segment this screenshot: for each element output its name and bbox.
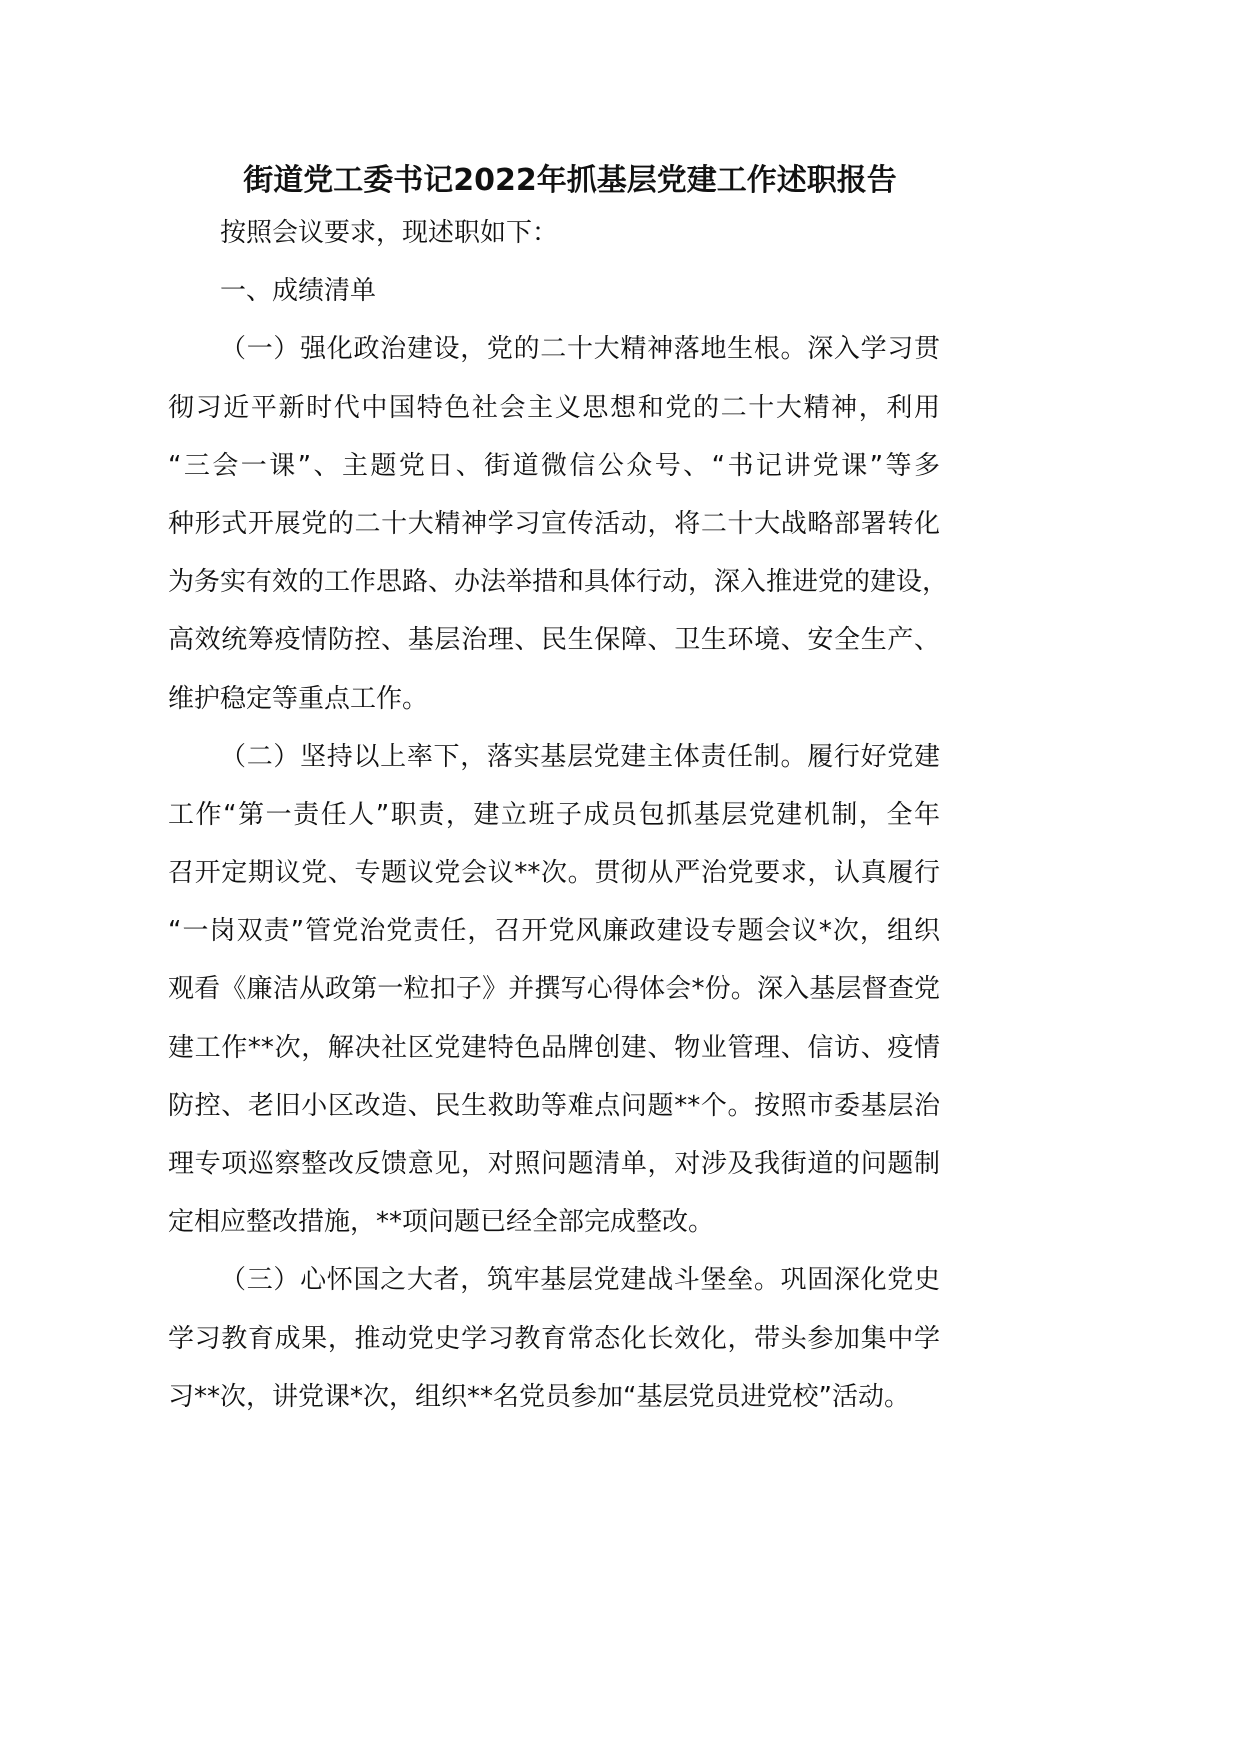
paragraph-line: 一、成绩清单 [220, 276, 377, 307]
paragraph [168, 330, 949, 737]
paragraph-line: 维护稳定等重点工作。 [168, 683, 429, 714]
document-title: 街道党工委书记2022年抓基层党建工作述职报告 [243, 163, 897, 198]
paragraph-line: “三会一课”、主题党日、街道微信公众号、“书记讲党课”等多 [168, 450, 940, 481]
paragraph-line: （三）心怀国之大者，筑牢基层党建战斗堡垒。巩固深化党史 [220, 1265, 940, 1296]
paragraph [168, 738, 940, 1262]
paragraph-line: 观看《廉洁从政第一粒扣子》并撰写心得体会*份。深入基层督查党 [168, 974, 940, 1005]
paragraph-line: 召开定期议党、专题议党会议**次。贯彻从严治党要求，认真履行 [168, 858, 940, 889]
paragraph [168, 1261, 940, 1436]
paragraph-line: 理专项巡察整改反馈意见，对照问题清单，对涉及我街道的问题制 [168, 1149, 940, 1179]
paragraph-line: （二）坚持以上率下，落实基层党建主体责任制。履行好党建 [220, 741, 940, 772]
paragraph-line: “一岗双责”管党治党责任，召开党风廉政建设专题会议*次，组织 [168, 916, 940, 947]
paragraph-line: 高效统筹疫情防控、基层治理、民生保障、卫生环境、安全生产、 [168, 625, 940, 656]
paragraph-line: 防控、老旧小区改造、民生救助等难点问题**个。按照市委基层治 [168, 1090, 940, 1121]
paragraph-line: 工作“第一责任人”职责，建立班子成员包抓基层党建机制，全年 [168, 799, 940, 830]
paragraph-line: 学习教育成果，推动党史学习教育常态化长效化，带头参加集中学 [168, 1323, 940, 1354]
paragraph [168, 214, 940, 272]
paragraph-line: 按照会议要求，现述职如下： [220, 218, 559, 248]
paragraph-line: 定相应整改措施，**项问题已经全部完成整改。 [168, 1207, 715, 1238]
paragraph-line: （一）强化政治建设，党的二十大精神落地生根。深入学习贯 [220, 334, 940, 365]
document-body [168, 214, 949, 1436]
paragraph-line: 彻习近平新时代中国特色社会主义思想和党的二十大精神，利用 [168, 392, 940, 423]
paragraph-line: 种形式开展党的二十大精神学习宣传活动，将二十大战略部署转化 [168, 508, 940, 539]
paragraph [168, 272, 940, 330]
paragraph-line: 建工作**次，解决社区党建特色品牌创建、物业管理、信访、疫情 [168, 1032, 940, 1063]
paragraph-line: 习**次，讲党课*次，组织**名党员参加“基层党员进党校”活动。 [168, 1381, 910, 1412]
paragraph-line: 为务实有效的工作思路、办法举措和具体行动，深入推进党的建设， [168, 567, 949, 598]
